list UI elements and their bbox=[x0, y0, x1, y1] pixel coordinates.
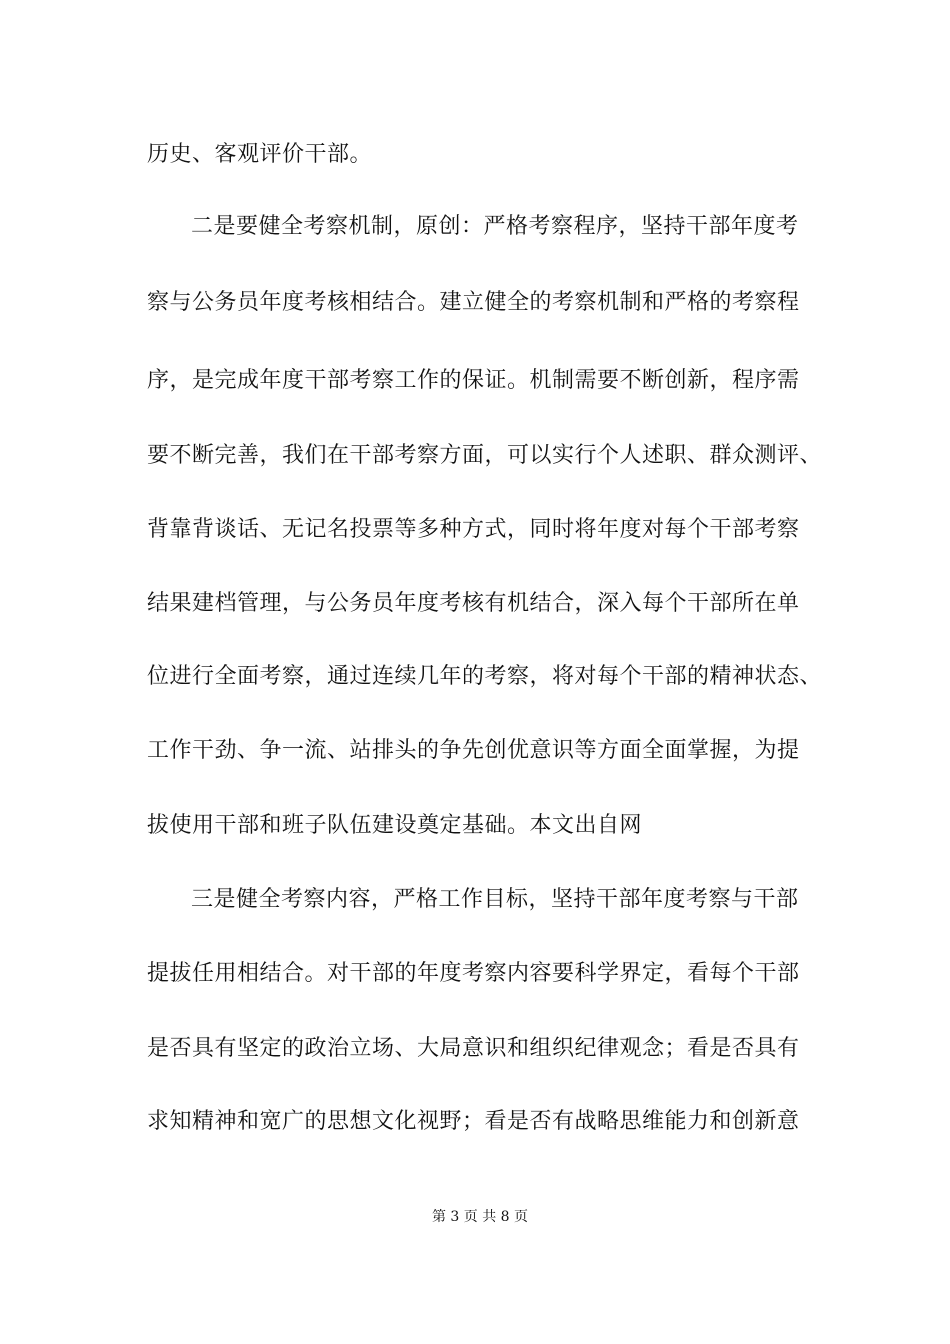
text-line: 序，是完成年度干部考察工作的保证。机制需要不断创新，程序需 bbox=[147, 368, 800, 393]
paragraph-first-line: 二是要健全考察机制，原创：严格考察程序，坚持干部年度考 bbox=[191, 214, 799, 239]
text-line: 工作干劲、争一流、站排头的争先创优意识等方面全面掌握，为提 bbox=[147, 738, 800, 763]
text-line: 提拔任用相结合。对干部的年度考察内容要科学界定，看每个干部 bbox=[147, 961, 800, 986]
text-line: 结果建档管理，与公务员年度考核有机结合，深入每个干部所在单 bbox=[147, 591, 800, 616]
text-line: 求知精神和宽广的思想文化视野；看是否有战略思维能力和创新意 bbox=[147, 1109, 800, 1134]
text-line: 拔使用干部和班子队伍建设奠定基础。本文出自网 bbox=[147, 813, 643, 838]
page-number: 第 3 页 共 8 页 bbox=[431, 1209, 529, 1225]
text-line: 位进行全面考察，通过连续几年的考察，将对每个干部的精神状态、 bbox=[147, 664, 823, 689]
text-line: 是否具有坚定的政治立场、大局意识和组织纪律观念；看是否具有 bbox=[147, 1036, 800, 1061]
text-line: 要不断完善，我们在干部考察方面，可以实行个人述职、群众测评、 bbox=[147, 443, 823, 468]
text-line: 背靠背谈话、无记名投票等多种方式，同时将年度对每个干部考察 bbox=[147, 517, 800, 542]
paragraph-first-line: 三是健全考察内容，严格工作目标，坚持干部年度考察与干部 bbox=[191, 887, 799, 912]
text-line: 历史、客观评价干部。 bbox=[147, 142, 373, 167]
text-line: 察与公务员年度考核相结合。建立健全的考察机制和严格的考察程 bbox=[147, 290, 800, 315]
